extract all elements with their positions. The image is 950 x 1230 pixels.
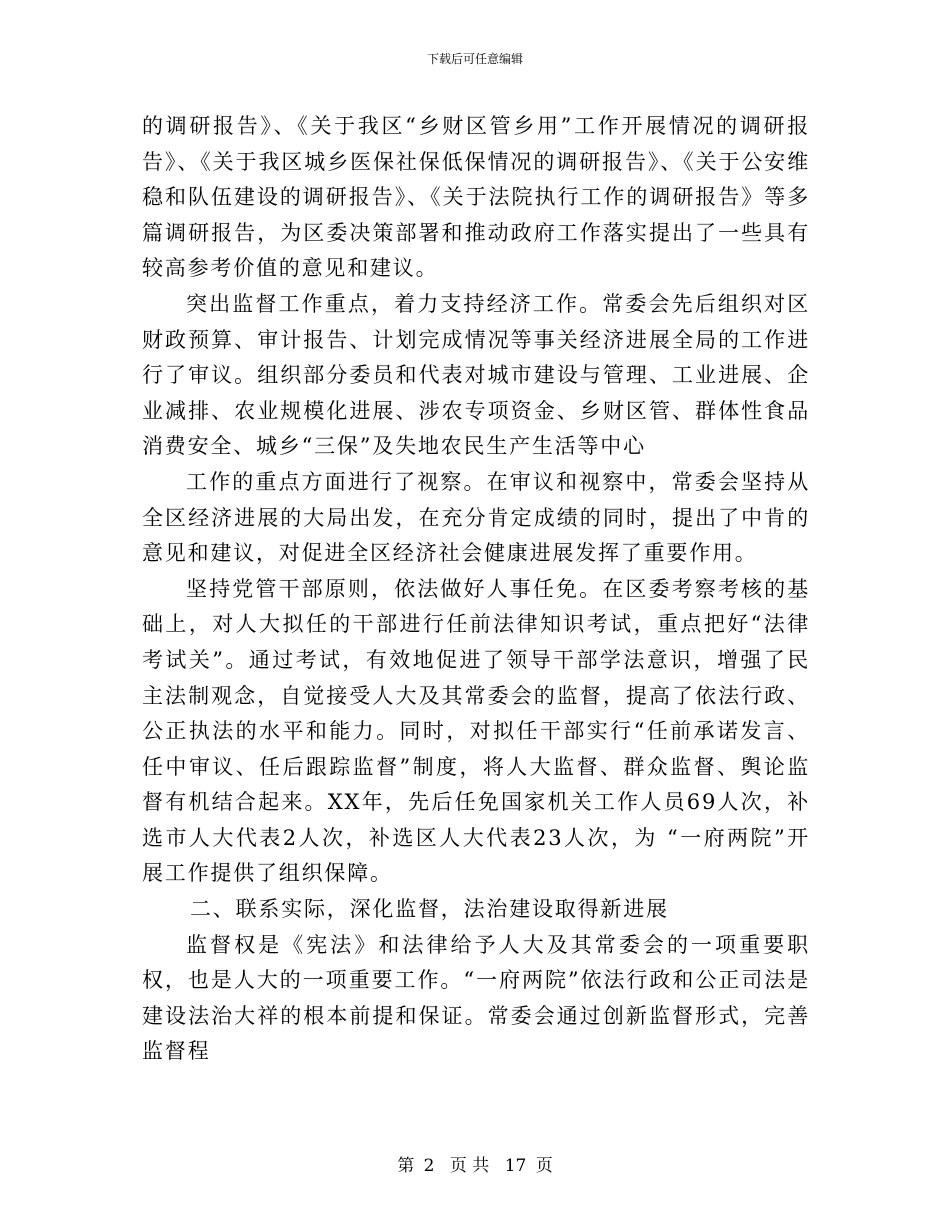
paragraph-6: 监督权是《宪法》和法律给予人大及其常委会的一项重要职权，也是人大的一项重要工作。“一府两院”依法行政和公正司法是建设法治大祥的根本前提和保证。常委会通过创新监督形式，完善监督程 [142, 932, 810, 1064]
total-page-count: 17 [504, 1156, 527, 1176]
paragraph-3: 工作的重点方面进行了视察。在审议和视察中，常委会坚持从全区经济进展的大局出发，在充分肯定成绩的同时，提出了中肯的意见和建议，对促进全区经济社会健康进展发挥了重要作用。 [142, 469, 810, 566]
footer-middle: 页 共 [449, 1156, 490, 1176]
footer-prefix: 第 [397, 1156, 415, 1176]
document-body [142, 109, 810, 1070]
page-header: 下载后可任意编辑 [426, 52, 523, 66]
footer-suffix: 页 [535, 1156, 553, 1176]
paragraph-1: 的调研报告》、《关于我区“乡财区管乡用”工作开展情况的调研报告》、《关于我区城乡医保社保低保情况的调研报告》、《关于公安维稳和队伍建设的调研报告》、《关于法院执行工作的调研报告》等多篇调研报告，为区委决策部署和推动政府工作落实提出了一些具有较高参考价值的意见和建议。 [142, 114, 810, 281]
page-footer [0, 1155, 950, 1177]
current-page-number: 2 [423, 1156, 435, 1176]
paragraph-4: 坚持党管干部原则，依法做好人事任免。在区委考察考核的基础上，对人大拟任的干部进行任前法律知识考试，重点把好“法律考试关”。通过考试，有效地促进了领导干部学法意识，增强了民主法制观念，自觉接受人大及其常委会的监督，提高了依法行政、公正执法的水平和能力。同时，对拟任干部实行“任前承诺发言、任中审议、任后跟踪监督”制度，将人大监督、群众监督、舆论监督有机结合起来。XX年，先后任免国家机关工作人员69人次，补选市人大代表2人次，补选区人大代表23人次，为 “一府两院”开展工作提供了组织保障。 [142, 576, 810, 886]
section-heading: 二、联系实际，深化监督，法治建设取得新进展 [190, 897, 669, 922]
paragraph-2: 突出监督工作重点，着力支持经济工作。常委会先后组织对区财政预算、审计报告、计划完成情况等事关经济进展全局的工作进行了审议。组织部分委员和代表对城市建设与管理、工业进展、企业减排、农业规模化进展、涉农专项资金、乡财区管、群体性食品消费安全、城乡“三保”及失地农民生产生活等中心 [142, 291, 810, 459]
